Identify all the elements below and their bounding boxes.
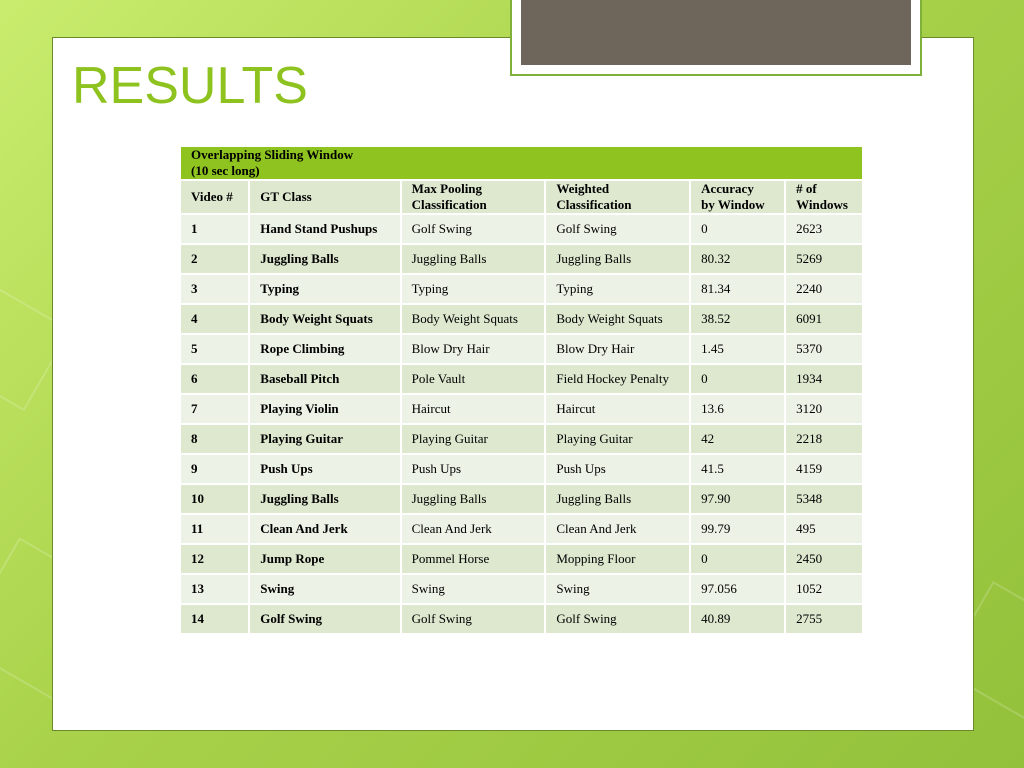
table-row bbox=[180, 424, 863, 454]
cell-weighted: Playing Guitar bbox=[545, 424, 690, 454]
slide-title: RESULTS bbox=[72, 57, 308, 115]
cell-gt-class: Hand Stand Pushups bbox=[249, 214, 400, 244]
cell-weighted: Clean And Jerk bbox=[545, 514, 690, 544]
table-row bbox=[180, 484, 863, 514]
cell-video: 2 bbox=[180, 244, 249, 274]
caption-line-1: Overlapping Sliding Window bbox=[191, 147, 354, 162]
cell-accuracy: 80.32 bbox=[690, 244, 785, 274]
cell-weighted: Juggling Balls bbox=[545, 484, 690, 514]
cell-max-pooling: Golf Swing bbox=[401, 604, 546, 634]
cell-windows: 5269 bbox=[785, 244, 863, 274]
cell-windows: 495 bbox=[785, 514, 863, 544]
cell-accuracy: 38.52 bbox=[690, 304, 785, 334]
cell-accuracy: 0 bbox=[690, 214, 785, 244]
cell-accuracy: 1.45 bbox=[690, 334, 785, 364]
cell-video: 9 bbox=[180, 454, 249, 484]
cell-video: 1 bbox=[180, 214, 249, 244]
table-row bbox=[180, 274, 863, 304]
cell-max-pooling: Body Weight Squats bbox=[401, 304, 546, 334]
cell-weighted: Golf Swing bbox=[545, 214, 690, 244]
cell-gt-class: Body Weight Squats bbox=[249, 304, 400, 334]
column-header-gt-class: GT Class bbox=[249, 180, 400, 214]
cell-accuracy: 41.5 bbox=[690, 454, 785, 484]
cell-gt-class: Typing bbox=[249, 274, 400, 304]
cell-windows: 4159 bbox=[785, 454, 863, 484]
cell-gt-class: Golf Swing bbox=[249, 604, 400, 634]
cell-accuracy: 40.89 bbox=[690, 604, 785, 634]
cell-video: 6 bbox=[180, 364, 249, 394]
cell-video: 3 bbox=[180, 274, 249, 304]
cell-max-pooling: Pommel Horse bbox=[401, 544, 546, 574]
cell-accuracy: 0 bbox=[690, 544, 785, 574]
column-header-video: Video # bbox=[180, 180, 249, 214]
column-header-accuracy: Accuracy by Window bbox=[690, 180, 785, 214]
cell-weighted: Blow Dry Hair bbox=[545, 334, 690, 364]
cell-windows: 1934 bbox=[785, 364, 863, 394]
cell-max-pooling: Golf Swing bbox=[401, 214, 546, 244]
cell-windows: 2240 bbox=[785, 274, 863, 304]
cell-gt-class: Playing Violin bbox=[249, 394, 400, 424]
results-table bbox=[179, 145, 864, 635]
cell-windows: 5370 bbox=[785, 334, 863, 364]
cell-max-pooling: Juggling Balls bbox=[401, 484, 546, 514]
cell-windows: 5348 bbox=[785, 484, 863, 514]
table-caption-row bbox=[180, 146, 863, 180]
cell-video: 14 bbox=[180, 604, 249, 634]
cell-weighted: Swing bbox=[545, 574, 690, 604]
cell-max-pooling: Pole Vault bbox=[401, 364, 546, 394]
cell-gt-class: Swing bbox=[249, 574, 400, 604]
cell-max-pooling: Blow Dry Hair bbox=[401, 334, 546, 364]
column-header-max-pooling: Max Pooling Classification bbox=[401, 180, 546, 214]
cell-gt-class: Clean And Jerk bbox=[249, 514, 400, 544]
cell-video: 5 bbox=[180, 334, 249, 364]
cell-gt-class: Juggling Balls bbox=[249, 484, 400, 514]
table-row bbox=[180, 304, 863, 334]
table-header-row bbox=[180, 180, 863, 214]
cell-gt-class: Playing Guitar bbox=[249, 424, 400, 454]
cell-windows: 2450 bbox=[785, 544, 863, 574]
cell-windows: 1052 bbox=[785, 574, 863, 604]
cell-max-pooling: Typing bbox=[401, 274, 546, 304]
cell-weighted: Typing bbox=[545, 274, 690, 304]
cell-weighted: Golf Swing bbox=[545, 604, 690, 634]
cell-weighted: Field Hockey Penalty bbox=[545, 364, 690, 394]
caption-line-2: (10 sec long) bbox=[191, 163, 260, 178]
table-row bbox=[180, 454, 863, 484]
cell-weighted: Body Weight Squats bbox=[545, 304, 690, 334]
cell-video: 4 bbox=[180, 304, 249, 334]
cell-windows: 3120 bbox=[785, 394, 863, 424]
table-row bbox=[180, 604, 863, 634]
cell-accuracy: 99.79 bbox=[690, 514, 785, 544]
table-row bbox=[180, 214, 863, 244]
cell-video: 13 bbox=[180, 574, 249, 604]
cell-max-pooling: Juggling Balls bbox=[401, 244, 546, 274]
column-header-windows: # of Windows bbox=[785, 180, 863, 214]
cell-windows: 2218 bbox=[785, 424, 863, 454]
column-header-weighted: Weighted Classification bbox=[545, 180, 690, 214]
table-row bbox=[180, 394, 863, 424]
cell-accuracy: 97.056 bbox=[690, 574, 785, 604]
table-row bbox=[180, 574, 863, 604]
cell-accuracy: 42 bbox=[690, 424, 785, 454]
cell-windows: 2755 bbox=[785, 604, 863, 634]
cell-gt-class: Push Ups bbox=[249, 454, 400, 484]
cell-gt-class: Rope Climbing bbox=[249, 334, 400, 364]
cell-windows: 6091 bbox=[785, 304, 863, 334]
header-photo bbox=[521, 0, 911, 65]
table-caption bbox=[180, 146, 863, 180]
cell-accuracy: 0 bbox=[690, 364, 785, 394]
cell-accuracy: 81.34 bbox=[690, 274, 785, 304]
cell-video: 12 bbox=[180, 544, 249, 574]
cell-weighted: Push Ups bbox=[545, 454, 690, 484]
cell-weighted: Haircut bbox=[545, 394, 690, 424]
table-row bbox=[180, 244, 863, 274]
cell-max-pooling: Swing bbox=[401, 574, 546, 604]
photo-frame bbox=[510, 0, 922, 76]
cell-windows: 2623 bbox=[785, 214, 863, 244]
table-row bbox=[180, 544, 863, 574]
cell-gt-class: Juggling Balls bbox=[249, 244, 400, 274]
table-row bbox=[180, 514, 863, 544]
table-row bbox=[180, 364, 863, 394]
cell-accuracy: 97.90 bbox=[690, 484, 785, 514]
cell-video: 10 bbox=[180, 484, 249, 514]
cell-max-pooling: Playing Guitar bbox=[401, 424, 546, 454]
cell-weighted: Mopping Floor bbox=[545, 544, 690, 574]
cell-gt-class: Jump Rope bbox=[249, 544, 400, 574]
cell-video: 7 bbox=[180, 394, 249, 424]
cell-max-pooling: Clean And Jerk bbox=[401, 514, 546, 544]
cell-max-pooling: Haircut bbox=[401, 394, 546, 424]
cell-weighted: Juggling Balls bbox=[545, 244, 690, 274]
cell-video: 11 bbox=[180, 514, 249, 544]
table-row bbox=[180, 334, 863, 364]
cell-video: 8 bbox=[180, 424, 249, 454]
cell-accuracy: 13.6 bbox=[690, 394, 785, 424]
cell-gt-class: Baseball Pitch bbox=[249, 364, 400, 394]
cell-max-pooling: Push Ups bbox=[401, 454, 546, 484]
